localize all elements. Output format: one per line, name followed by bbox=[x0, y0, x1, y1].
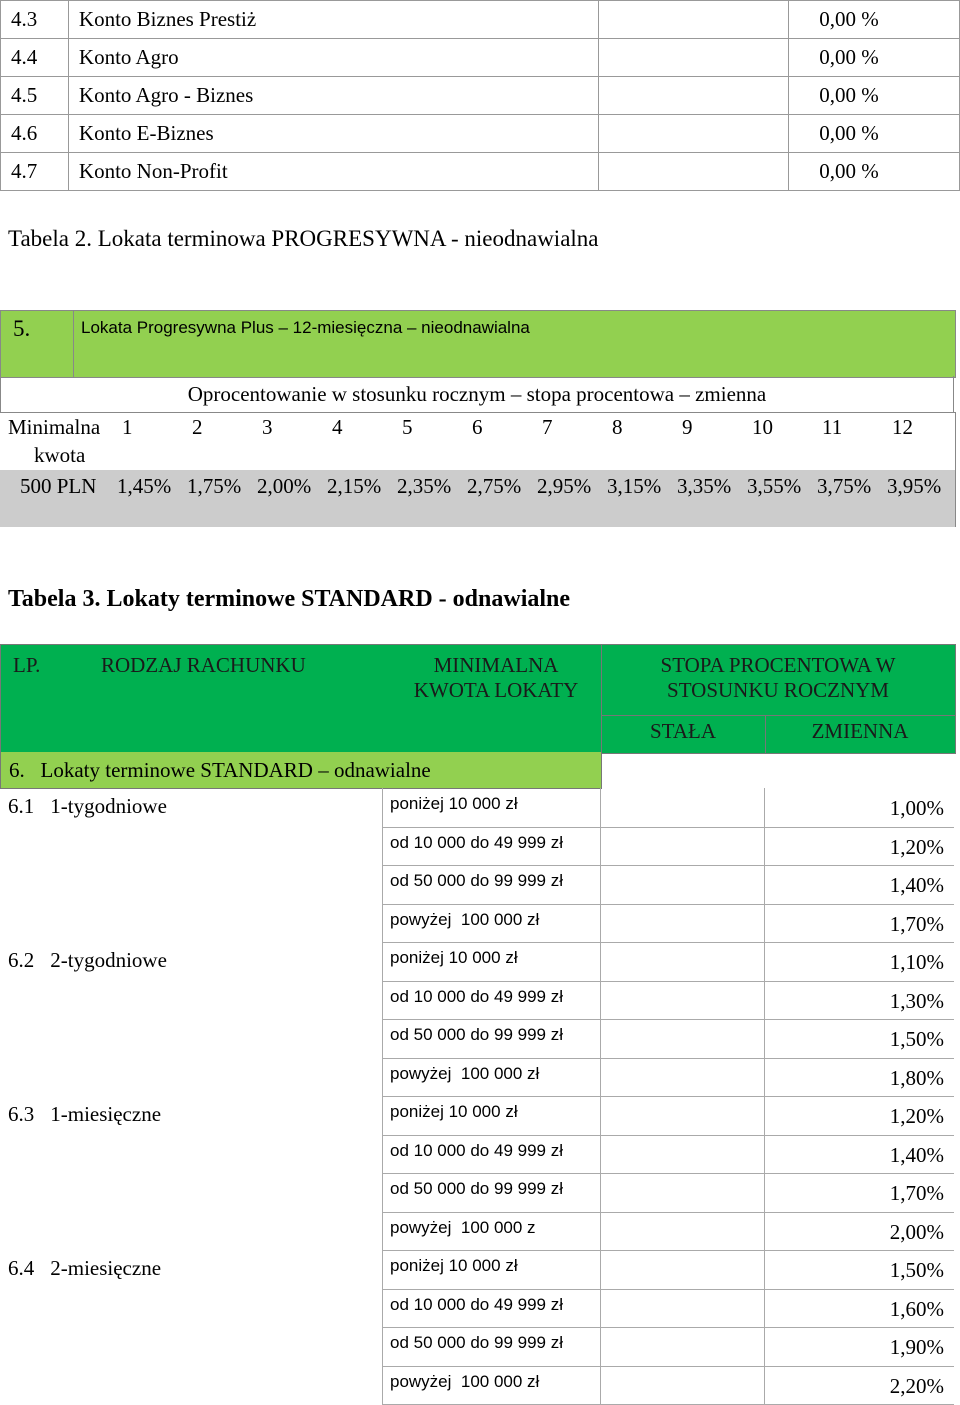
tier-amount: powyżej 100 000 zł bbox=[390, 1063, 540, 1083]
tier-amount: od 50 000 do 99 999 zł bbox=[390, 871, 563, 890]
month-label: 10 bbox=[752, 415, 773, 439]
table2-title-row bbox=[0, 310, 956, 378]
column-divider bbox=[600, 788, 601, 1404]
tier-rate: 2,20% bbox=[889, 1373, 944, 1398]
tier-amount: od 10 000 do 49 999 zł bbox=[390, 832, 563, 852]
tier-rate: 1,50% bbox=[889, 1027, 944, 1051]
tier-amount: od 10 000 do 49 999 zł bbox=[390, 986, 563, 1006]
table-row bbox=[1, 1, 960, 39]
group-lp: 6.2 bbox=[8, 948, 35, 972]
rate-value: 1,45% bbox=[117, 474, 172, 498]
group-label bbox=[8, 948, 167, 973]
row-divider bbox=[382, 827, 954, 828]
tier-rate: 1,20% bbox=[889, 1104, 944, 1128]
grid-border bbox=[0, 412, 956, 413]
tier-rate: 1,70% bbox=[889, 1181, 944, 1205]
tier-rate: 1,70% bbox=[889, 911, 944, 936]
min-amount-label: Minimalna bbox=[8, 415, 101, 439]
section-row bbox=[0, 752, 602, 789]
group-lp: 6.3 bbox=[8, 1102, 35, 1126]
section-label: 6. Lokaty terminowe STANDARD – odnawialne bbox=[9, 758, 431, 782]
col-rate-line2: STOSUNKU ROCZNYM bbox=[667, 678, 889, 702]
row-lp: 4.7 bbox=[1, 153, 69, 191]
group-label bbox=[8, 1256, 161, 1281]
table3-body bbox=[0, 788, 956, 1405]
tier-amount: powyżej 100 000 z bbox=[390, 1217, 536, 1237]
month-label: 7 bbox=[542, 415, 553, 439]
rate-value: 2,15% bbox=[327, 474, 382, 498]
tier-rate: 1,10% bbox=[889, 950, 944, 974]
row-value: 0,00 % bbox=[789, 77, 960, 115]
row-empty bbox=[598, 115, 789, 153]
row-empty bbox=[598, 1, 789, 39]
month-label: 3 bbox=[262, 415, 273, 439]
group-name: 1-miesięczne bbox=[50, 1102, 162, 1126]
col-lp: LP. bbox=[13, 653, 41, 677]
table3-heading: Tabela 3. Lokaty terminowe STANDARD - odnawialne bbox=[8, 586, 571, 612]
rate-value: 3,55% bbox=[747, 474, 802, 498]
col-type: RODZAJ RACHUNKU bbox=[101, 653, 306, 677]
table3-header bbox=[0, 644, 956, 754]
tier-amount: od 10 000 do 49 999 zł bbox=[390, 1140, 563, 1160]
row-lp: 4.4 bbox=[1, 39, 69, 77]
tier-amount: od 50 000 do 99 999 zł bbox=[390, 1025, 563, 1044]
min-amount-value: 500 PLN bbox=[20, 474, 97, 498]
tier-amount: poniżej 10 000 zł bbox=[390, 1256, 518, 1275]
tier-rate: 1,90% bbox=[889, 1335, 944, 1359]
tier-amount: od 50 000 do 99 999 zł bbox=[390, 1179, 563, 1198]
row-divider bbox=[382, 1058, 954, 1059]
month-label: 4 bbox=[332, 415, 343, 439]
month-label: 5 bbox=[402, 415, 413, 439]
tier-rate: 2,00% bbox=[889, 1219, 944, 1244]
row-divider bbox=[382, 981, 954, 982]
divider bbox=[73, 311, 74, 377]
row-name: Konto Biznes Prestiż bbox=[68, 1, 598, 39]
group-name: 1-tygodniowe bbox=[50, 794, 167, 818]
rate-value: 1,75% bbox=[187, 474, 242, 498]
tier-rate: 1,30% bbox=[889, 988, 944, 1013]
table2-rates-grid bbox=[0, 412, 956, 527]
row-divider bbox=[382, 1212, 954, 1213]
rate-value: 3,95% bbox=[887, 474, 942, 498]
col-min-line2: KWOTA LOKATY bbox=[413, 678, 579, 702]
group-lp: 6.1 bbox=[8, 794, 35, 818]
tier-rate: 1,40% bbox=[889, 1142, 944, 1167]
column-divider bbox=[764, 788, 765, 1404]
col-min bbox=[391, 653, 601, 703]
table2-number: 5. bbox=[13, 316, 31, 341]
account-rates-table bbox=[0, 0, 960, 191]
month-label: 2 bbox=[192, 415, 203, 439]
tier-amount: poniżej 10 000 zł bbox=[390, 1102, 518, 1121]
group-name: 2-tygodniowe bbox=[50, 948, 167, 972]
row-value: 0,00 % bbox=[789, 115, 960, 153]
month-label: 6 bbox=[472, 415, 483, 439]
group-label bbox=[8, 794, 167, 819]
tier-amount: powyżej 100 000 zł bbox=[390, 1371, 540, 1391]
row-value: 0,00 % bbox=[789, 153, 960, 191]
row-divider bbox=[382, 1135, 954, 1136]
month-label: 8 bbox=[612, 415, 623, 439]
row-divider bbox=[382, 1250, 954, 1251]
row-name: Konto Non-Profit bbox=[68, 153, 598, 191]
row-divider bbox=[382, 865, 954, 866]
col-fixed: STAŁA bbox=[650, 719, 716, 743]
rate-value: 3,35% bbox=[677, 474, 732, 498]
tier-rate: 1,40% bbox=[889, 873, 944, 897]
rate-value: 2,35% bbox=[397, 474, 452, 498]
table-row bbox=[1, 153, 960, 191]
group-lp: 6.4 bbox=[8, 1256, 35, 1280]
row-divider bbox=[382, 1366, 954, 1367]
row-value: 0,00 % bbox=[789, 1, 960, 39]
month-label: 11 bbox=[822, 415, 843, 439]
tier-amount: poniżej 10 000 zł bbox=[390, 948, 518, 967]
col-rate bbox=[601, 653, 955, 703]
rate-value: 2,00% bbox=[257, 474, 312, 498]
group-label bbox=[8, 1102, 161, 1127]
row-name: Konto Agro - Biznes bbox=[68, 77, 598, 115]
row-divider bbox=[382, 1173, 954, 1174]
table2-subtitle: Oprocentowanie w stosunku rocznym – stopa procentowa – zmienna bbox=[0, 376, 954, 413]
tier-rate: 1,80% bbox=[889, 1065, 944, 1090]
month-label: 1 bbox=[122, 415, 133, 439]
tier-amount: od 50 000 do 99 999 zł bbox=[390, 1333, 563, 1352]
month-label: 12 bbox=[892, 415, 913, 439]
table2-title: Lokata Progresywna Plus – 12-miesięczna – nieodnawialna bbox=[81, 318, 530, 337]
col-min-line1: MINIMALNA bbox=[433, 653, 559, 677]
tier-amount: poniżej 10 000 zł bbox=[390, 794, 518, 813]
rate-value: 3,15% bbox=[607, 474, 662, 498]
rate-value: 2,95% bbox=[537, 474, 592, 498]
row-empty bbox=[598, 77, 789, 115]
table-row bbox=[1, 39, 960, 77]
row-divider bbox=[382, 1327, 954, 1328]
min-amount-label-2: kwota bbox=[34, 443, 86, 467]
row-divider bbox=[382, 904, 954, 905]
rate-value: 2,75% bbox=[467, 474, 522, 498]
row-divider bbox=[382, 1096, 954, 1097]
month-label: 9 bbox=[682, 415, 693, 439]
tier-rate: 1,50% bbox=[889, 1258, 944, 1282]
row-name: Konto E-Biznes bbox=[68, 115, 598, 153]
col-rate-line1: STOPA PROCENTOWA W bbox=[660, 653, 896, 677]
rate-value: 3,75% bbox=[817, 474, 872, 498]
grid-border bbox=[955, 412, 956, 527]
row-empty bbox=[598, 153, 789, 191]
tier-amount: od 10 000 do 49 999 zł bbox=[390, 1294, 563, 1314]
row-empty bbox=[598, 39, 789, 77]
group-name: 2-miesięczne bbox=[50, 1256, 162, 1280]
tier-amount: powyżej 100 000 zł bbox=[390, 909, 540, 929]
tier-rate: 1,60% bbox=[889, 1296, 944, 1321]
tier-rate: 1,00% bbox=[889, 796, 944, 820]
row-divider bbox=[382, 1019, 954, 1020]
divider bbox=[601, 715, 955, 716]
row-name: Konto Agro bbox=[68, 39, 598, 77]
table-row bbox=[1, 115, 960, 153]
row-lp: 4.6 bbox=[1, 115, 69, 153]
table-row bbox=[1, 77, 960, 115]
row-lp: 4.5 bbox=[1, 77, 69, 115]
col-variable: ZMIENNA bbox=[811, 719, 909, 743]
row-divider bbox=[382, 1289, 954, 1290]
row-divider bbox=[382, 942, 954, 943]
row-lp: 4.3 bbox=[1, 1, 69, 39]
table2-heading: Tabela 2. Lokata terminowa PROGRESYWNA - nieodnawialna bbox=[8, 226, 599, 251]
tier-rate: 1,20% bbox=[889, 834, 944, 859]
column-divider bbox=[382, 788, 383, 1404]
row-value: 0,00 % bbox=[789, 39, 960, 77]
